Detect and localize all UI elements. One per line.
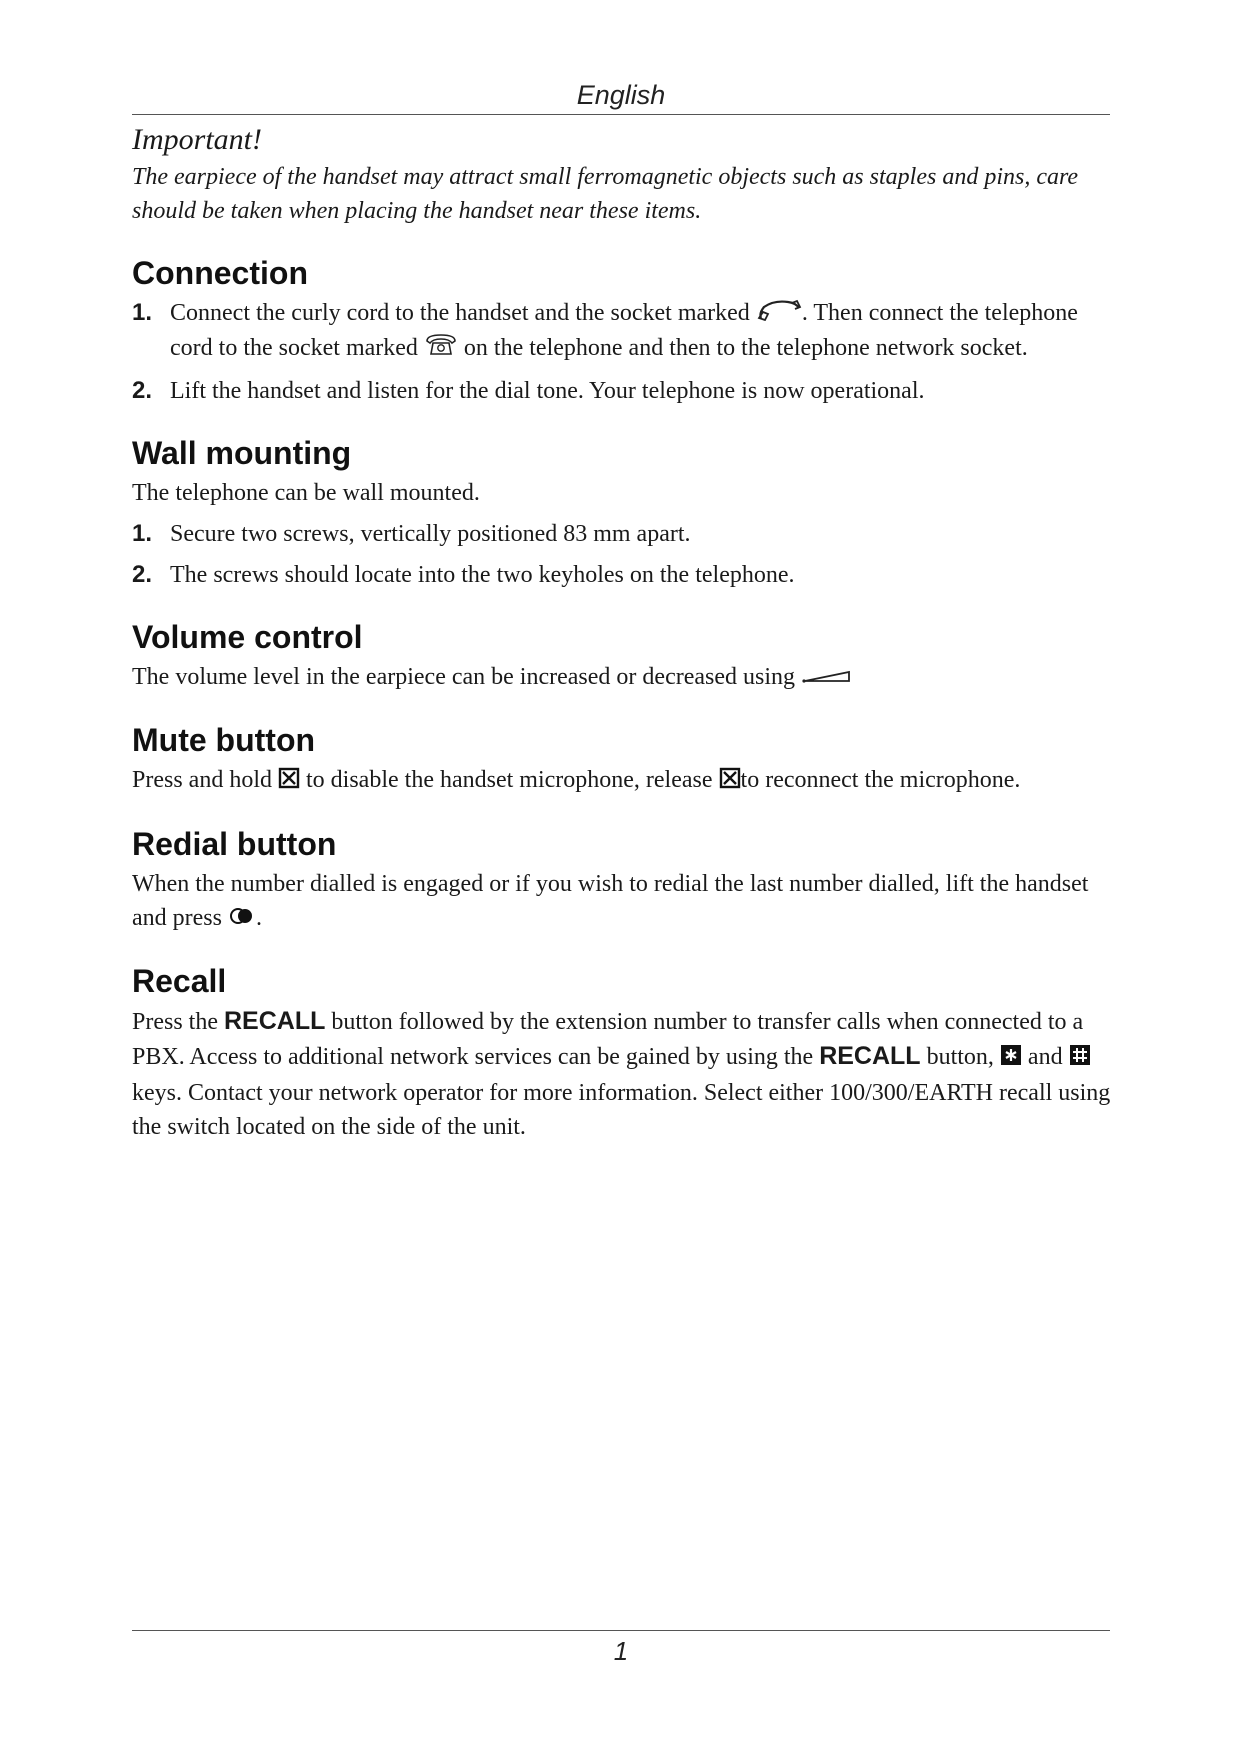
page-content <box>132 122 1112 1144</box>
connection-step-2 <box>132 374 1112 408</box>
redial-desc: When the number dialled is engaged or if you wish to redial the last number dialled, lift the handset and press <box>132 870 1089 931</box>
redial-end: . <box>255 904 262 931</box>
step-text-end: on the telephone and then to the telephone network socket. <box>463 335 1028 362</box>
volume-control-heading: Volume control <box>132 618 363 655</box>
recall-and: and <box>1027 1044 1063 1071</box>
star-key-icon <box>1000 1042 1022 1076</box>
section-redial-button <box>132 825 1112 936</box>
recall-key-label: RECALL <box>819 1042 921 1071</box>
mute-button-heading: Mute button <box>132 722 316 759</box>
handset-icon <box>756 297 802 331</box>
connection-heading: Connection <box>132 255 308 291</box>
step-text: Lift the handset and listen for the dial tone. Your telephone is now operational. <box>170 377 925 404</box>
wall-mounting-step-2 <box>132 558 1112 592</box>
mute-button-text <box>132 763 1112 798</box>
important-note <box>132 122 1112 228</box>
section-wall-mounting <box>132 434 1112 592</box>
wall-mounting-steps <box>132 517 1112 592</box>
redial-icon <box>228 902 256 936</box>
step-text: Connect the curly cord to the handset and the socket marked <box>170 300 750 326</box>
recall-text-2: button, <box>926 1044 994 1071</box>
recall-heading: Recall <box>132 963 227 1000</box>
volume-control-desc: The volume level in the earpiece can be increased or decreased using <box>132 663 796 690</box>
recall-text-1: button followed by the extension number to transfer calls when connected to a PBX. Access to additional network services can be gained by using the <box>132 1009 1084 1071</box>
step-number: 2. <box>132 376 153 404</box>
wall-mounting-intro: The telephone can be wall mounted. <box>132 479 480 506</box>
step-text-cont: . Then connect the telephone cord to the socket marked <box>170 300 1078 362</box>
redial-button-text <box>132 867 1112 936</box>
important-text: The earpiece of the handset may attract small ferromagnetic objects such as staples and pins, care should be taken when placing the handset near these items. <box>132 164 1079 224</box>
mute-text-end: to reconnect the microphone. <box>740 767 1021 794</box>
recall-press-the: Press the <box>132 1009 218 1036</box>
page-number: 1 <box>613 1636 629 1666</box>
step-number: 2. <box>132 560 153 588</box>
mute-icon <box>719 765 741 799</box>
telephone-icon <box>424 333 458 367</box>
mute-text-start: Press and hold <box>132 767 272 794</box>
section-volume-control <box>132 618 1112 695</box>
section-recall <box>132 962 1112 1143</box>
header-language: English <box>576 80 666 110</box>
step-text: The screws should locate into the two keyholes on the telephone. <box>170 561 795 588</box>
wall-mounting-heading: Wall mounting <box>132 434 352 471</box>
step-number: 1. <box>132 299 153 326</box>
step-number: 1. <box>132 519 153 547</box>
recall-key-label: RECALL <box>224 1007 326 1036</box>
hash-key-icon <box>1069 1042 1091 1076</box>
connection-step-1 <box>132 296 1112 367</box>
section-connection <box>132 254 1112 408</box>
step-text: Secure two screws, vertically positioned 83 mm apart. <box>170 520 691 547</box>
mute-text-middle: to disable the handset microphone, release <box>306 767 713 794</box>
section-mute-button <box>132 721 1112 798</box>
connection-steps <box>132 296 1112 408</box>
important-title: Important! <box>132 123 262 156</box>
recall-text <box>132 1004 1112 1143</box>
recall-text-3: keys. Contact your network operator for more information. Select either 100/300/EARTH recall using the switch located on the side of the unit. <box>132 1079 1111 1140</box>
volume-slider-icon <box>801 661 853 695</box>
volume-control-text <box>132 660 1112 695</box>
wall-mounting-step-1 <box>132 517 1112 551</box>
redial-button-heading: Redial button <box>132 825 337 862</box>
header-rule <box>132 114 1110 115</box>
footer-rule <box>132 1630 1110 1631</box>
mute-icon <box>278 765 300 799</box>
